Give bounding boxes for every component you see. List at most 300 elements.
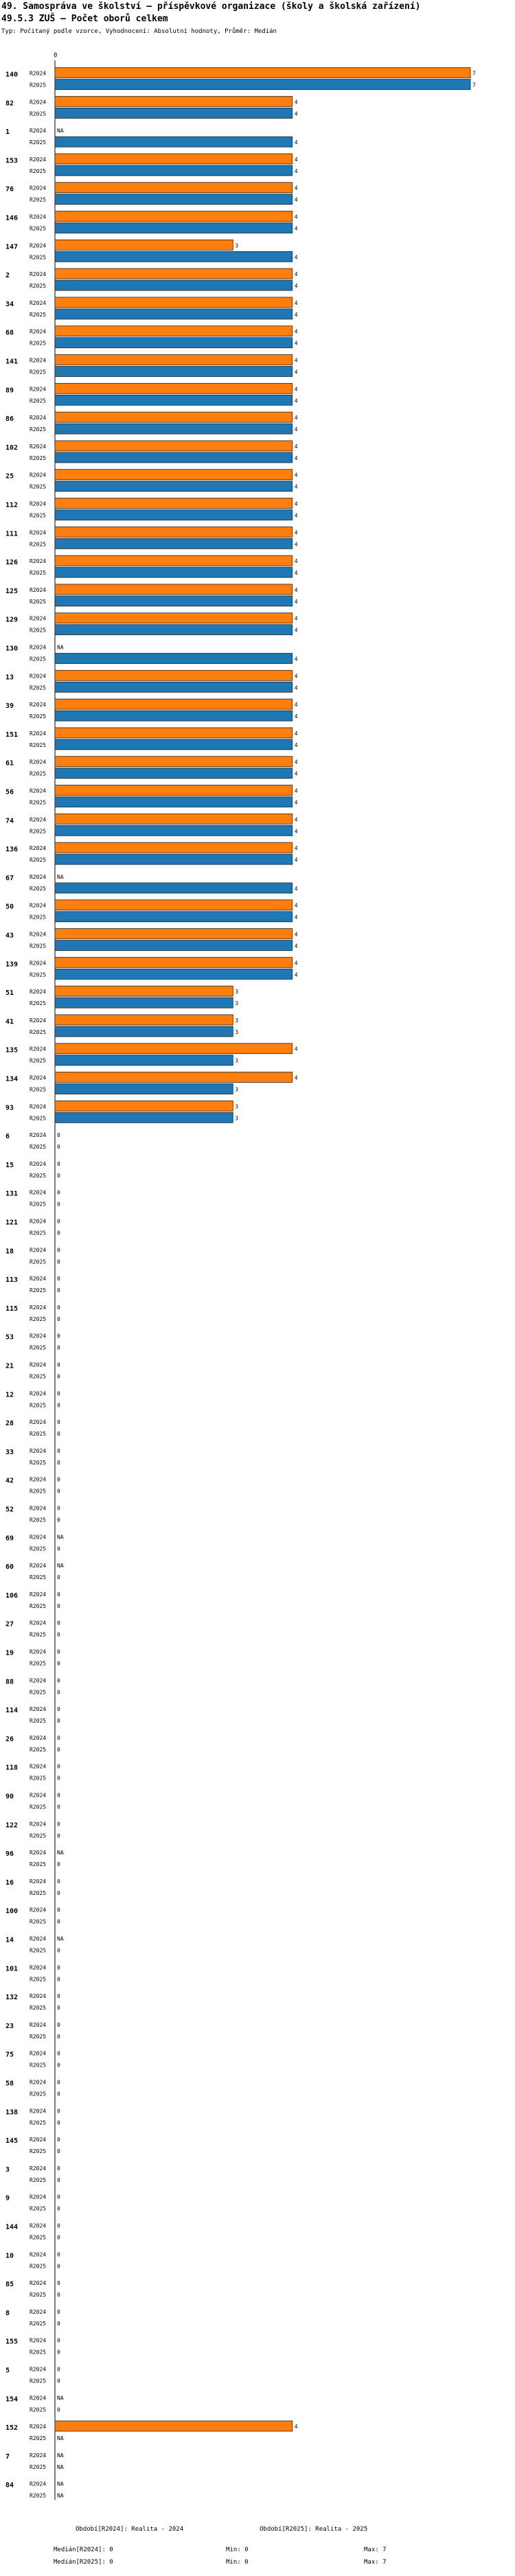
value-label: 0 (57, 2050, 60, 2057)
value-label: 4 (294, 787, 298, 794)
category-label: 126 (5, 559, 19, 567)
value-label: 4 (294, 960, 298, 967)
value-label: 0 (57, 1648, 60, 1655)
category-label: 13 (5, 674, 14, 682)
value-label: 4 (294, 741, 298, 748)
bar (55, 596, 293, 606)
series-label: R2024 (30, 702, 47, 709)
value-label: 4 (294, 501, 298, 507)
value-label: 4 (294, 914, 298, 921)
value-label: 4 (294, 299, 298, 306)
category-label: 135 (5, 1046, 19, 1055)
value-label: 0 (57, 1230, 60, 1237)
category-label: 34 (5, 300, 14, 308)
series-label: R2025 (30, 1115, 47, 1122)
value-label: 0 (57, 1315, 60, 1322)
series-label: R2025 (30, 1574, 47, 1581)
series-label: R2024 (30, 673, 47, 680)
series-label: R2024 (30, 759, 47, 766)
category-label: 68 (5, 329, 14, 337)
series-label: R2025 (30, 2263, 47, 2270)
value-label: 3 (235, 1000, 239, 1007)
value-label: 4 (294, 770, 298, 777)
value-label: 0 (57, 1258, 60, 1265)
series-label: R2025 (30, 398, 47, 404)
bar (55, 699, 293, 709)
value-label: 4 (294, 415, 298, 422)
category-label: 84 (5, 2481, 14, 2489)
series-label: R2024 (30, 1677, 47, 1684)
value-label: 4 (294, 168, 298, 174)
series-label: R2025 (30, 2349, 47, 2356)
category-label: 16 (5, 1878, 14, 1887)
series-label: R2024 (30, 1591, 47, 1598)
series-label: R2025 (30, 1775, 47, 1782)
value-label: 4 (294, 214, 298, 220)
category-label: 6 (5, 1133, 10, 1141)
series-label: R2024 (30, 1850, 47, 1856)
value-label: 0 (57, 2005, 60, 2012)
value-label: 0 (57, 1993, 60, 2000)
bar (55, 567, 293, 577)
value-label: 0 (57, 1373, 60, 1380)
series-label: R2024 (30, 1706, 47, 1713)
series-label: R2025 (30, 1000, 47, 1007)
series-label: R2025 (30, 2148, 47, 2155)
series-label: R2024 (30, 1907, 47, 1913)
value-label: 4 (294, 529, 298, 536)
series-label: R2024 (30, 214, 47, 220)
series-label: R2025 (30, 885, 47, 892)
series-label: R2024 (30, 1276, 47, 1283)
category-label: 56 (5, 788, 14, 796)
category-label: 76 (5, 185, 14, 194)
value-label: 0 (57, 1976, 60, 1983)
category-label: 12 (5, 1391, 14, 1399)
bar (55, 527, 293, 537)
bar (55, 498, 293, 509)
series-label: R2025 (30, 1459, 47, 1466)
value-label: 4 (294, 558, 298, 565)
series-label: R2025 (30, 627, 47, 634)
legend-period-2024: Období[R2024]: Realita - 2024 (76, 2526, 184, 2533)
bar (55, 1072, 293, 1083)
category-label: 136 (5, 846, 19, 854)
series-label: R2024 (30, 2222, 47, 2229)
bar (55, 814, 293, 824)
value-label: 0 (57, 1189, 60, 1196)
bar (55, 538, 293, 549)
value-label: 0 (57, 1344, 60, 1351)
series-label: R2025 (30, 1144, 47, 1151)
bar (55, 785, 293, 796)
value-label: 0 (57, 1333, 60, 1339)
value-label: 0 (57, 1390, 60, 1397)
value-label: 4 (294, 2424, 298, 2430)
value-label: 4 (294, 586, 298, 593)
category-label: 67 (5, 874, 14, 882)
series-label: R2025 (30, 1402, 47, 1409)
series-label: R2025 (30, 196, 47, 203)
series-label: R2025 (30, 799, 47, 806)
category-label: 93 (5, 1104, 14, 1112)
series-label: R2024 (30, 1534, 47, 1541)
value-label: 0 (57, 2033, 60, 2040)
value-label: 0 (57, 1631, 60, 1638)
value-label: 0 (57, 1144, 60, 1151)
value-label: 0 (57, 2021, 60, 2028)
series-label: R2025 (30, 254, 47, 261)
category-label: 115 (5, 1304, 19, 1313)
series-label: R2025 (30, 369, 47, 376)
category-label: 151 (5, 731, 19, 739)
category-label: 155 (5, 2338, 19, 2346)
series-label: R2024 (30, 2050, 47, 2057)
bar (55, 711, 293, 721)
bar (55, 96, 293, 106)
value-label: 4 (294, 702, 298, 709)
series-label: R2025 (30, 914, 47, 921)
category-label: 23 (5, 2022, 14, 2030)
series-label: R2025 (30, 2091, 47, 2097)
series-label: R2024 (30, 1103, 47, 1110)
chart-info: Typ: Počitaný podle vzorce, Vyhodnocení: Absolutní hodnoty, Průměr: Medián (1, 28, 277, 35)
bar (55, 986, 233, 996)
bar (55, 108, 293, 118)
value-label: 3 (235, 989, 239, 996)
category-label: 90 (5, 1793, 14, 1801)
value-label: 0 (57, 1660, 60, 1667)
value-label: 0 (57, 2234, 60, 2241)
na-label: NA (57, 2395, 64, 2402)
value-label: 0 (57, 1247, 60, 1254)
series-label: R2025 (30, 1028, 47, 1035)
series-label: R2025 (30, 512, 47, 519)
value-label: 4 (294, 398, 298, 404)
value-label: 0 (57, 2205, 60, 2212)
value-label: 0 (57, 2108, 60, 2115)
category-label: 138 (5, 2108, 19, 2117)
series-label: R2025 (30, 1086, 47, 1093)
series-label: R2025 (30, 455, 47, 461)
series-label: R2025 (30, 2320, 47, 2327)
value-label: 0 (57, 1517, 60, 1523)
series-label: R2024 (30, 2108, 47, 2115)
category-label: 26 (5, 1735, 14, 1743)
value-label: 0 (57, 2062, 60, 2069)
value-label: 0 (57, 2292, 60, 2299)
category-label: 51 (5, 989, 14, 998)
value-label: 4 (294, 254, 298, 261)
bar (55, 613, 293, 623)
value-label: 0 (57, 1276, 60, 1283)
series-label: R2025 (30, 713, 47, 720)
category-label: 129 (5, 616, 19, 624)
bar (55, 412, 293, 422)
series-label: R2025 (30, 1832, 47, 1839)
category-label: 2 (5, 272, 10, 280)
value-label: 0 (57, 2263, 60, 2270)
category-label: 82 (5, 100, 14, 108)
series-label: R2024 (30, 2280, 47, 2287)
series-label: R2024 (30, 1419, 47, 1426)
series-label: R2024 (30, 845, 47, 852)
bar (55, 739, 293, 750)
series-label: R2025 (30, 2406, 47, 2413)
series-label: R2025 (30, 111, 47, 117)
bar (55, 969, 293, 979)
series-label: R2024 (30, 1648, 47, 1655)
value-label: 0 (57, 1706, 60, 1713)
value-label: 0 (57, 1505, 60, 1512)
bar (55, 2421, 293, 2431)
series-label: R2024 (30, 2337, 47, 2344)
series-label: R2025 (30, 2378, 47, 2384)
series-label: R2024 (30, 1964, 47, 1971)
category-label: 21 (5, 1362, 14, 1370)
series-label: R2024 (30, 873, 47, 880)
series-label: R2025 (30, 1315, 47, 1322)
category-label: 134 (5, 1075, 19, 1083)
value-label: 0 (57, 1832, 60, 1839)
series-label: R2024 (30, 1878, 47, 1885)
series-label: R2025 (30, 2005, 47, 2012)
category-label: 111 (5, 530, 19, 538)
value-label: 3 (235, 1086, 239, 1093)
value-label: 4 (294, 598, 298, 605)
bar (55, 68, 470, 78)
series-label: R2025 (30, 1373, 47, 1380)
value-label: 0 (57, 2222, 60, 2229)
value-label: 4 (294, 426, 298, 433)
series-label: R2025 (30, 283, 47, 290)
value-label: 0 (57, 2194, 60, 2200)
na-label: NA (57, 644, 64, 651)
category-label: 53 (5, 1333, 14, 1342)
series-label: R2025 (30, 225, 47, 232)
bar (55, 452, 293, 463)
category-label: 7 (5, 2452, 10, 2461)
value-label: 4 (294, 472, 298, 479)
na-label: NA (57, 1563, 64, 1569)
value-label: 4 (294, 627, 298, 634)
value-label: 3 (235, 1057, 239, 1064)
bar (55, 223, 293, 233)
value-label: 4 (294, 443, 298, 450)
category-label: 28 (5, 1420, 14, 1428)
category-label: 43 (5, 932, 14, 940)
value-label: 4 (294, 615, 298, 622)
category-label: 9 (5, 2194, 10, 2203)
category-label: 131 (5, 1190, 19, 1198)
category-label: 113 (5, 1276, 19, 1285)
series-label: R2024 (30, 615, 47, 622)
bar (55, 251, 293, 262)
value-label: 4 (294, 512, 298, 519)
series-label: R2025 (30, 2492, 47, 2499)
na-label: NA (57, 1534, 64, 1541)
series-label: R2025 (30, 2119, 47, 2126)
series-label: R2024 (30, 1333, 47, 1339)
value-label: 0 (57, 1677, 60, 1684)
bar (55, 326, 293, 336)
series-label: R2025 (30, 1861, 47, 1868)
na-label: NA (57, 1935, 64, 1942)
series-label: R2024 (30, 185, 47, 192)
series-label: R2025 (30, 2176, 47, 2183)
bar (55, 797, 293, 807)
chart-title: 49. Samospráva ve školství – příspěvkové organizace (školy a školská zařízení) (1, 1, 421, 12)
bar (55, 165, 293, 176)
value-label: 4 (294, 713, 298, 720)
bar (55, 555, 293, 566)
series-label: R2024 (30, 1993, 47, 2000)
bar (55, 470, 293, 480)
bar (55, 383, 293, 393)
category-label: 139 (5, 961, 19, 969)
category-label: 145 (5, 2137, 19, 2146)
bar (55, 510, 293, 520)
bar (55, 941, 293, 951)
bar (55, 1055, 233, 1066)
na-label: NA (57, 2481, 64, 2487)
value-label: 0 (57, 1889, 60, 1896)
category-label: 144 (5, 2223, 19, 2231)
value-label: 4 (294, 656, 298, 663)
value-label: 4 (294, 828, 298, 835)
series-label: R2024 (30, 644, 47, 651)
series-label: R2025 (30, 1746, 47, 1753)
bar (55, 309, 293, 319)
value-label: 4 (294, 340, 298, 347)
value-label: 0 (57, 1792, 60, 1799)
bar (55, 1084, 233, 1094)
category-label: 106 (5, 1591, 19, 1600)
category-label: 112 (5, 501, 19, 509)
series-label: R2024 (30, 2079, 47, 2086)
series-label: R2025 (30, 340, 47, 347)
series-label: R2025 (30, 426, 47, 433)
series-label: R2024 (30, 816, 47, 823)
category-label: 152 (5, 2424, 19, 2433)
value-label: 4 (294, 845, 298, 852)
series-label: R2024 (30, 1361, 47, 1368)
value-label: 4 (294, 328, 298, 335)
value-label: 4 (294, 857, 298, 864)
value-label: 0 (57, 1964, 60, 1971)
value-label: 0 (57, 1447, 60, 1454)
series-label: R2024 (30, 989, 47, 996)
value-label: 4 (294, 156, 298, 163)
value-label: 4 (294, 759, 298, 766)
series-label: R2025 (30, 1631, 47, 1638)
value-label: 0 (57, 1602, 60, 1609)
bar (55, 1101, 233, 1111)
value-label: 0 (57, 1218, 60, 1225)
series-label: R2024 (30, 156, 47, 163)
value-label: 3 (235, 1017, 239, 1024)
series-label: R2025 (30, 1976, 47, 1983)
series-label: R2025 (30, 1889, 47, 1896)
series-label: R2025 (30, 943, 47, 950)
series-label: R2025 (30, 1172, 47, 1179)
series-label: R2025 (30, 685, 47, 691)
value-label: 0 (57, 1918, 60, 1925)
series-label: R2024 (30, 70, 47, 77)
series-label: R2025 (30, 741, 47, 748)
series-label: R2025 (30, 1488, 47, 1495)
value-label: 4 (294, 111, 298, 117)
series-label: R2024 (30, 1447, 47, 1454)
series-label: R2024 (30, 1620, 47, 1626)
stat-min-2024: Min: 0 (226, 2546, 249, 2553)
value-label: 0 (57, 1304, 60, 1311)
bar (55, 355, 293, 365)
value-label: 0 (57, 1476, 60, 1483)
series-label: R2025 (30, 1718, 47, 1725)
series-label: R2025 (30, 1431, 47, 1438)
series-label: R2024 (30, 1935, 47, 1942)
value-label: 7 (472, 82, 476, 89)
category-label: 140 (5, 71, 19, 79)
stat-max-2025: Max: 7 (364, 2559, 387, 2566)
value-label: 3 (235, 242, 239, 249)
series-label: R2025 (30, 1689, 47, 1696)
series-label: R2025 (30, 2234, 47, 2241)
series-label: R2024 (30, 99, 47, 106)
series-label: R2024 (30, 1304, 47, 1311)
series-label: R2024 (30, 902, 47, 909)
value-label: 4 (294, 685, 298, 691)
value-label: 0 (57, 1402, 60, 1409)
bar (55, 194, 293, 205)
value-label: 0 (57, 1419, 60, 1426)
series-label: R2024 (30, 299, 47, 306)
series-label: R2024 (30, 1821, 47, 1828)
series-label: R2025 (30, 1918, 47, 1925)
value-label: 4 (294, 902, 298, 909)
bar (55, 240, 233, 250)
value-label: 4 (294, 386, 298, 393)
category-label: 121 (5, 1219, 19, 1227)
value-label: 0 (57, 1201, 60, 1208)
category-label: 15 (5, 1161, 14, 1169)
series-label: R2025 (30, 483, 47, 490)
stat-median-2025: Medián[R2025]: 0 (54, 2559, 113, 2566)
value-label: 4 (294, 357, 298, 364)
value-label: 0 (57, 2378, 60, 2384)
series-label: R2024 (30, 1017, 47, 1024)
bar (55, 211, 293, 222)
category-label: 5 (5, 2367, 10, 2375)
value-label: 0 (57, 2137, 60, 2143)
series-label: R2024 (30, 2251, 47, 2258)
bar (55, 395, 293, 405)
category-label: 42 (5, 1477, 14, 1485)
value-label: 4 (294, 541, 298, 548)
series-label: R2024 (30, 2021, 47, 2028)
value-label: 0 (57, 2280, 60, 2287)
value-label: 0 (57, 2251, 60, 2258)
bar (55, 481, 293, 492)
x-tick-label: 0 (54, 52, 58, 59)
series-label: R2024 (30, 1792, 47, 1799)
value-label: 0 (57, 1431, 60, 1438)
series-label: R2025 (30, 1344, 47, 1351)
bar (55, 424, 293, 434)
category-label: 41 (5, 1017, 14, 1026)
category-label: 147 (5, 243, 19, 251)
